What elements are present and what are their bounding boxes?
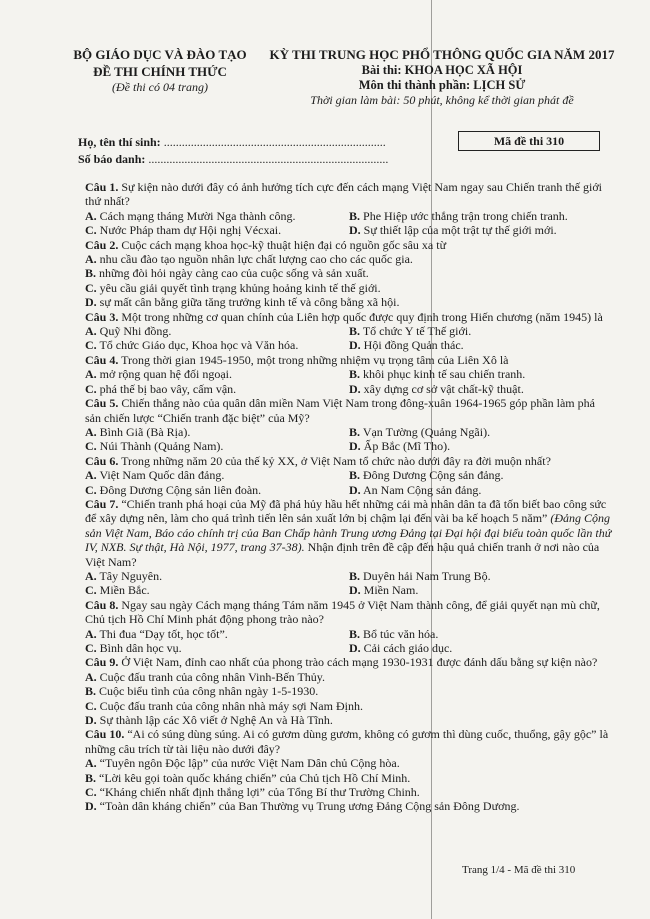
answer-option[interactable] (349, 569, 613, 583)
answer-option[interactable] (85, 209, 349, 223)
exam-code-box: Mã đề thi 310 (458, 131, 600, 151)
question-4 (85, 353, 613, 396)
option-text: xây dựng cơ sở vật chất-kỹ thuật. (363, 381, 524, 396)
answer-option[interactable] (349, 439, 613, 453)
option-letter: C. (85, 223, 97, 238)
answer-option[interactable] (349, 209, 613, 223)
question-text: Cuộc cách mạng khoa học-kỹ thuật hiện đại có nguồn gốc sâu xa từ (121, 237, 447, 252)
answer-options (85, 367, 613, 396)
answer-option[interactable] (85, 670, 613, 684)
answer-option[interactable] (85, 771, 613, 785)
question-text: “Ai có súng dùng súng. Ai có gươm dùng gươm, không có gươm thì dùng cuốc, thuổng, gậy gộc” là những câu trích từ tài liệu nào dưới đây? (85, 727, 609, 756)
time-note: Thời gian làm bài: 50 phút, không kể thời gian phát đề (310, 93, 574, 107)
id-label: Số báo danh: (78, 152, 146, 166)
option-text: Tây Nguyên. (99, 568, 163, 583)
option-letter: A. (85, 367, 97, 382)
option-text: “Kháng chiến nhất định thắng lợi” của Tổng Bí thư Trường Chinh. (99, 785, 420, 800)
answer-option[interactable] (85, 324, 349, 338)
option-letter: B. (349, 208, 361, 223)
answer-option[interactable] (85, 281, 613, 295)
answer-option[interactable] (85, 439, 349, 453)
question-text: Ngay sau ngày Cách mạng tháng Tám năm 1945 ở Việt Nam thành công, để giải quyết nạn mù chữ, Chủ tịch Hồ Chí Minh phát động phong trào nào? (85, 597, 600, 627)
answer-option[interactable] (349, 425, 613, 439)
id-field[interactable]: ................................................................................ (148, 152, 389, 166)
option-letter: B. (349, 324, 361, 339)
question-text: Ở Việt Nam, đỉnh cao nhất của phong trào cách mạng 1930-1931 được đánh dấu bằng sự kiện nào? (121, 655, 598, 670)
option-text: Nước Pháp tham dự Hội nghị Vécxai. (99, 223, 282, 238)
option-letter: A. (85, 756, 97, 771)
answer-option[interactable] (349, 468, 613, 482)
answer-option[interactable] (85, 425, 349, 439)
question-source: (Đảng Cộng sản Việt Nam, Báo cáo chính trị của Ban Chấp hành Trung ương Đảng tại Đại hội đại biểu toàn quốc lần thứ IV, NXB. Sự thật, Hà Nội, 1977, trang 37-38). (85, 511, 612, 555)
option-letter: A. (85, 424, 97, 439)
official-label: ĐỀ THI CHÍNH THỨC (93, 64, 227, 79)
answer-option[interactable] (85, 382, 349, 396)
option-text: Việt Nam Quốc dân đảng. (99, 468, 225, 483)
option-text: Duyên hải Nam Trung Bộ. (363, 568, 491, 583)
option-text: Hội đồng Quản thác. (363, 338, 464, 353)
option-text: Tổ chức Giáo dục, Khoa học và Văn hóa. (99, 338, 299, 353)
name-label: Họ, tên thí sinh: (78, 135, 161, 149)
subject-line: Bài thi: KHOA HỌC XÃ HỘI (361, 63, 523, 77)
answer-option[interactable] (349, 583, 613, 597)
option-letter: D. (85, 713, 97, 728)
option-text: Đông Dương Cộng sản đảng. (363, 468, 504, 483)
answer-option[interactable] (85, 338, 349, 352)
option-letter: B. (85, 266, 97, 281)
answer-options (85, 670, 613, 728)
option-letter: C. (85, 785, 97, 800)
answer-option[interactable] (85, 295, 613, 309)
option-text: Bình Giã (Bà Rịa). (99, 424, 191, 439)
option-text: Sự thiết lập của một trật tự thế giới mới. (363, 223, 557, 238)
option-text: Miền Bắc. (99, 583, 150, 598)
option-letter: B. (349, 626, 361, 641)
question-stem (85, 454, 613, 468)
question-stem (85, 310, 613, 324)
option-text: nhu cầu đào tạo nguồn nhân lực chất lượng cao cho các quốc gia. (99, 252, 413, 267)
question-7 (85, 497, 613, 598)
question-text: Chiến thắng nào của quân dân miền Nam Việt Nam trong đông-xuân 1964-1965 góp phần làm phá sản chiến lược “Chiến tranh đặc biệt” của Mỹ? (85, 396, 595, 425)
question-stem (85, 598, 613, 627)
option-text: Vạn Tường (Quảng Ngãi). (362, 424, 491, 439)
option-text: Cách mạng tháng Mười Nga thành công. (99, 208, 296, 223)
question-stem (85, 727, 613, 756)
question-stem (85, 655, 613, 669)
question-text-end: Nhận định trên đề cập đến hậu quả chiến tranh ở nơi nào của Việt Nam? (85, 540, 600, 569)
question-number: Câu 2. (85, 237, 119, 252)
option-letter: D. (85, 799, 97, 814)
option-letter: A. (85, 324, 97, 339)
answer-options (85, 627, 613, 656)
option-letter: B. (85, 770, 97, 785)
option-text: “Lời kêu gọi toàn quốc kháng chiến” của Chủ tịch Hồ Chí Minh. (99, 770, 411, 785)
answer-option[interactable] (349, 483, 613, 497)
question-text: Một trong những cơ quan chính của Liên hợp quốc được quy định trong Hiến chương (năm 1945) là (121, 309, 603, 324)
option-text: yêu cầu giải quyết tình trạng khủng hoảng kinh tế thế giới. (99, 280, 381, 295)
option-letter: B. (349, 424, 361, 439)
option-letter: A. (85, 208, 97, 223)
option-letter: C. (85, 698, 97, 713)
option-text: Cải cách giáo dục. (363, 641, 453, 655)
question-6 (85, 454, 613, 497)
question-number: Câu 9. (85, 655, 119, 670)
option-text: “Tuyên ngôn Độc lập” của nước Việt Nam Dân chủ Cộng hòa. (99, 756, 400, 771)
option-letter: C. (85, 280, 97, 295)
option-text: Tổ chức Y tế Thế giới. (362, 324, 472, 339)
question-text: “Chiến tranh phá hoại của Mỹ đã phá hủy hầu hết những cái mà nhân dân ta đã tốn biết bao công sức để xây dựng nên, làm cho quá trình tiến lên sản xuất lớn bị chậm lại đến vài ba kế hoạch 5 năm” (85, 496, 607, 526)
option-letter: A. (85, 252, 97, 267)
option-text: Thi đua “Dạy tốt, học tốt”. (99, 626, 228, 641)
pages-note: (Đề thi có 04 trang) (112, 80, 208, 94)
exam-title: KỲ THI TRUNG HỌC PHỔ THÔNG QUỐC GIA NĂM 2017 (269, 47, 615, 62)
answer-option[interactable] (85, 785, 613, 799)
name-field[interactable]: .......................................................................... (163, 135, 386, 149)
question-number: Câu 6. (85, 453, 119, 468)
option-text: phá thế bị bao vây, cấm vận. (99, 381, 237, 396)
option-letter: A. (85, 468, 97, 483)
answer-option[interactable] (349, 641, 613, 655)
component-line: Môn thi thành phần: LỊCH SỬ (358, 78, 526, 92)
option-letter: B. (85, 684, 97, 699)
answer-option[interactable] (85, 569, 349, 583)
question-5 (85, 396, 613, 454)
answer-options (85, 569, 613, 598)
option-letter: C. (85, 482, 97, 497)
option-text: Phe Hiệp ước thắng trận trong chiến tranh. (363, 208, 568, 223)
option-text: Bình dân học vụ. (99, 641, 182, 655)
option-text: những đòi hỏi ngày càng cao của cuộc sống và sản xuất. (99, 266, 369, 281)
question-3 (85, 310, 613, 353)
question-number: Câu 10. (85, 727, 125, 742)
answer-option[interactable] (349, 324, 613, 338)
question-stem (85, 238, 613, 252)
answer-option[interactable] (349, 367, 613, 381)
question-stem (85, 353, 613, 367)
option-letter: D. (85, 295, 97, 310)
question-text: Trong thời gian 1945-1950, một trong những nhiệm vụ trọng tâm của Liên Xô là (121, 352, 509, 367)
option-text: Quỹ Nhi đồng. (99, 324, 172, 339)
answer-option[interactable] (85, 367, 349, 381)
option-letter: D. (349, 223, 361, 238)
question-number: Câu 3. (85, 309, 119, 324)
answer-options (85, 324, 613, 353)
question-stem (85, 497, 613, 569)
answer-option[interactable] (85, 583, 349, 597)
option-text: “Toàn dân kháng chiến” của Ban Thường vụ Trung ương Đảng Cộng sản Đông Dương. (99, 799, 520, 814)
candidate-info (78, 134, 388, 168)
option-letter: D. (349, 439, 361, 454)
option-letter: A. (85, 568, 97, 583)
option-text: Sự thành lập các Xô viết ở Nghệ An và Hà Tĩnh. (99, 713, 333, 728)
question-list (85, 180, 613, 814)
option-letter: D. (349, 641, 361, 655)
question-2 (85, 238, 613, 310)
option-text: Đông Dương Cộng sản liên đoàn. (99, 482, 262, 497)
question-text: Trong những năm 20 của thế kỷ XX, ở Việt Nam tổ chức nào dưới đây ra đời muộn nhất? (121, 453, 551, 468)
option-text: mở rộng quan hệ đối ngoại. (99, 367, 232, 382)
option-letter: D. (349, 381, 361, 396)
answer-option[interactable] (349, 382, 613, 396)
answer-option[interactable] (349, 223, 613, 237)
question-8 (85, 598, 613, 656)
answer-options (85, 756, 613, 814)
header-right (262, 46, 622, 108)
option-letter: A. (85, 626, 97, 641)
question-number: Câu 7. (85, 496, 119, 511)
option-text: Miền Nam. (363, 583, 419, 598)
answer-option[interactable] (85, 627, 349, 641)
answer-option[interactable] (85, 684, 613, 698)
option-letter: A. (85, 669, 97, 684)
answer-option[interactable] (85, 699, 613, 713)
option-letter: D. (349, 583, 361, 598)
answer-option[interactable] (85, 799, 613, 813)
option-text: khôi phục kinh tế sau chiến tranh. (363, 367, 526, 382)
answer-option[interactable] (85, 468, 349, 482)
option-letter: C. (85, 641, 97, 655)
answer-option[interactable] (85, 266, 613, 280)
question-10 (85, 727, 613, 813)
answer-options (85, 252, 613, 310)
answer-option[interactable] (85, 223, 349, 237)
question-stem (85, 180, 613, 209)
option-text: Bổ túc văn hóa. (363, 626, 439, 641)
answer-options (85, 209, 613, 238)
option-text: sự mất cân bằng giữa tăng trưởng kinh tế và công bằng xã hội. (99, 295, 400, 310)
option-letter: D. (349, 482, 361, 497)
question-text: Sự kiện nào dưới đây có ảnh hưởng tích cực đến cách mạng Việt Nam ngay sau Chiến tranh thế giới thứ nhất? (85, 180, 602, 209)
answer-option[interactable] (85, 713, 613, 727)
header-left (60, 46, 260, 95)
answer-options (85, 468, 613, 497)
option-text: An Nam Cộng sản đảng. (363, 482, 482, 497)
question-stem (85, 396, 613, 425)
answer-option[interactable] (85, 756, 613, 770)
question-1 (85, 180, 613, 238)
answer-option[interactable] (349, 338, 613, 352)
option-letter: C. (85, 583, 97, 598)
option-text: Cuộc biểu tình của công nhân ngày 1-5-1930. (99, 684, 319, 699)
option-letter: C. (85, 439, 97, 454)
page-footer: Trang 1/4 - Mã đề thi 310 (462, 864, 576, 876)
question-9 (85, 655, 613, 727)
question-number: Câu 4. (85, 352, 119, 367)
option-text: Cuộc đấu tranh của công nhân nhà máy sợi Nam Định. (99, 698, 363, 713)
option-letter: C. (85, 338, 97, 353)
ministry-name: BỘ GIÁO DỤC VÀ ĐÀO TẠO (73, 47, 247, 62)
option-text: Cuộc đấu tranh của công nhân Vinh-Bến Thủy. (99, 669, 326, 684)
question-number: Câu 1. (85, 180, 119, 194)
answer-options (85, 425, 613, 454)
answer-option[interactable] (85, 252, 613, 266)
question-number: Câu 5. (85, 396, 119, 411)
option-letter: B. (349, 468, 361, 483)
question-number: Câu 8. (85, 597, 119, 612)
option-letter: D. (349, 338, 361, 353)
answer-option[interactable] (349, 627, 613, 641)
answer-option[interactable] (85, 641, 349, 655)
option-text: Núi Thành (Quảng Nam). (99, 439, 224, 454)
option-letter: B. (349, 367, 361, 382)
option-letter: C. (85, 381, 97, 396)
answer-option[interactable] (85, 483, 349, 497)
option-letter: B. (349, 568, 361, 583)
option-text: Ấp Bắc (Mĩ Tho). (363, 439, 451, 454)
